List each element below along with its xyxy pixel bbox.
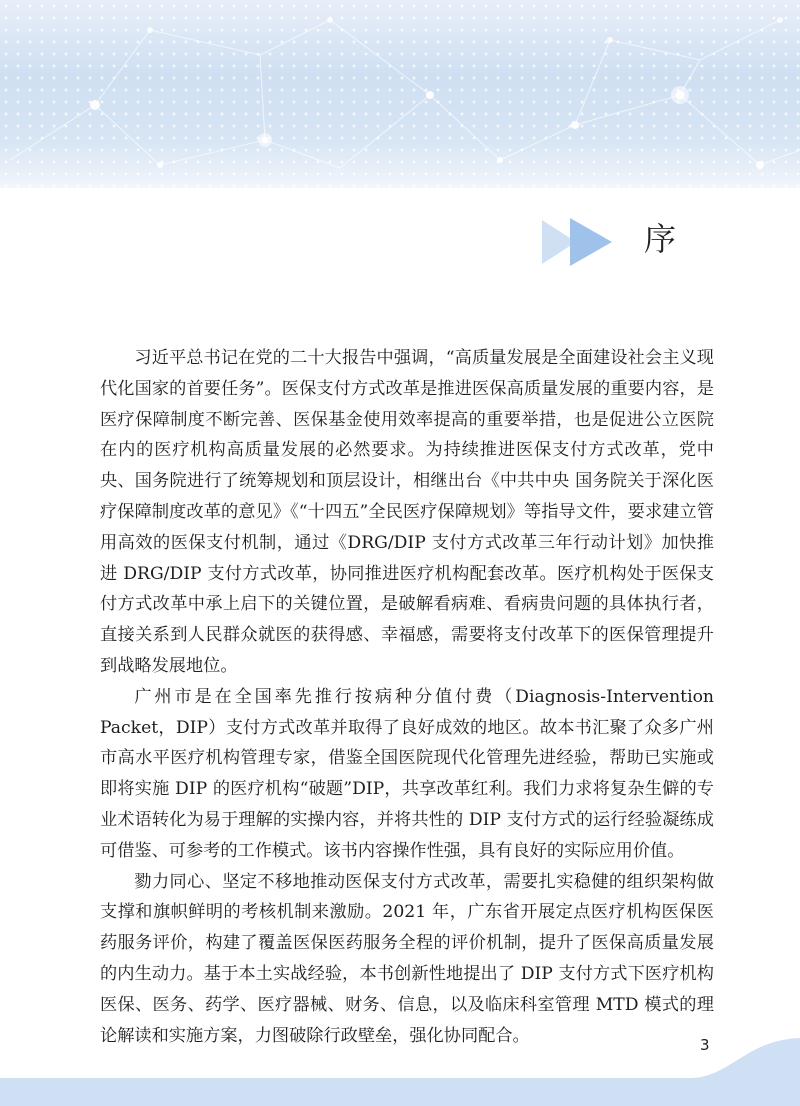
header-banner — [0, 0, 800, 188]
network-decoration — [0, 0, 800, 188]
section-heading — [540, 212, 760, 272]
paragraph: 勠力同心、坚定不移地推动医保支付方式改革，需要扎实稳健的组织架构做支撑和旗帜鲜明的考核机制来激励。2021 年，广东省开展定点医疗机构医保医药服务评价，构建了覆盖医保医药服务全程的评价机制，提升了医保高质量发展的内生动力。基于本土实战经验，本书创新性地提出了 DIP 支付方式下医疗机构医保、医务、药学、医疗器械、财务、信息，以及临床科室管理 MTD 模式的理论解读和实施方案，力图破除行政壁垒，强化协同配合。 — [100, 871, 714, 1046]
preface-text — [100, 343, 714, 1051]
footer-wave — [0, 1030, 800, 1106]
page-number: 3 — [700, 1036, 710, 1054]
paragraph: 广州市是在全国率先推行按病种分值付费（Diagnosis-Intervention Packet，DIP）支付方式改革并取得了良好成效的地区。故本书汇聚了众多广州市高水平医疗机构管理专家，借鉴全国医院现代化管理先进经验，帮助已实施或即将实施 DIP 的医疗机构“破题”DIP，共享改革红利。我们力求将复杂生僻的专业术语转化为易于理解的实操内容，并将共性的 DIP 支付方式的运行经验凝练成可借鉴、可参考的工作模式。该书内容操作性强，具有良好的实际应用价值。 — [100, 686, 714, 861]
double-arrow-icon — [540, 212, 618, 272]
paragraph: 习近平总书记在党的二十大报告中强调，“高质量发展是全面建设社会主义现代化国家的首要任务”。医保支付方式改革是推进医保高质量发展的重要内容，是医疗保障制度不断完善、医保基金使用效率提高的重要举措，也是促进公立医院在内的医疗机构高质量发展的必然要求。为持续推进医保支付方式改革，党中央、国务院进行了统筹规划和顶层设计，相继出台《中共中央 国务院关于深化医疗保障制度改革的意见》《“十四五”全民医疗保障规划》等指导文件，要求建立管用高效的医保支付机制，通过《DRG/DIP 支付方式改革三年行动计划》加快推进 DRG/DIP 支付方式改革，协同推进医疗机构配套改革。医疗机构处于医保支付方式改革中承上启下的关键位置，是破解看病难、看病贵问题的具体执行者，直接关系到人民群众就医的获得感、幸福感，需要将支付改革下的医保管理提升到战略发展地位。 — [100, 348, 714, 676]
page-title: 序 — [644, 220, 679, 258]
